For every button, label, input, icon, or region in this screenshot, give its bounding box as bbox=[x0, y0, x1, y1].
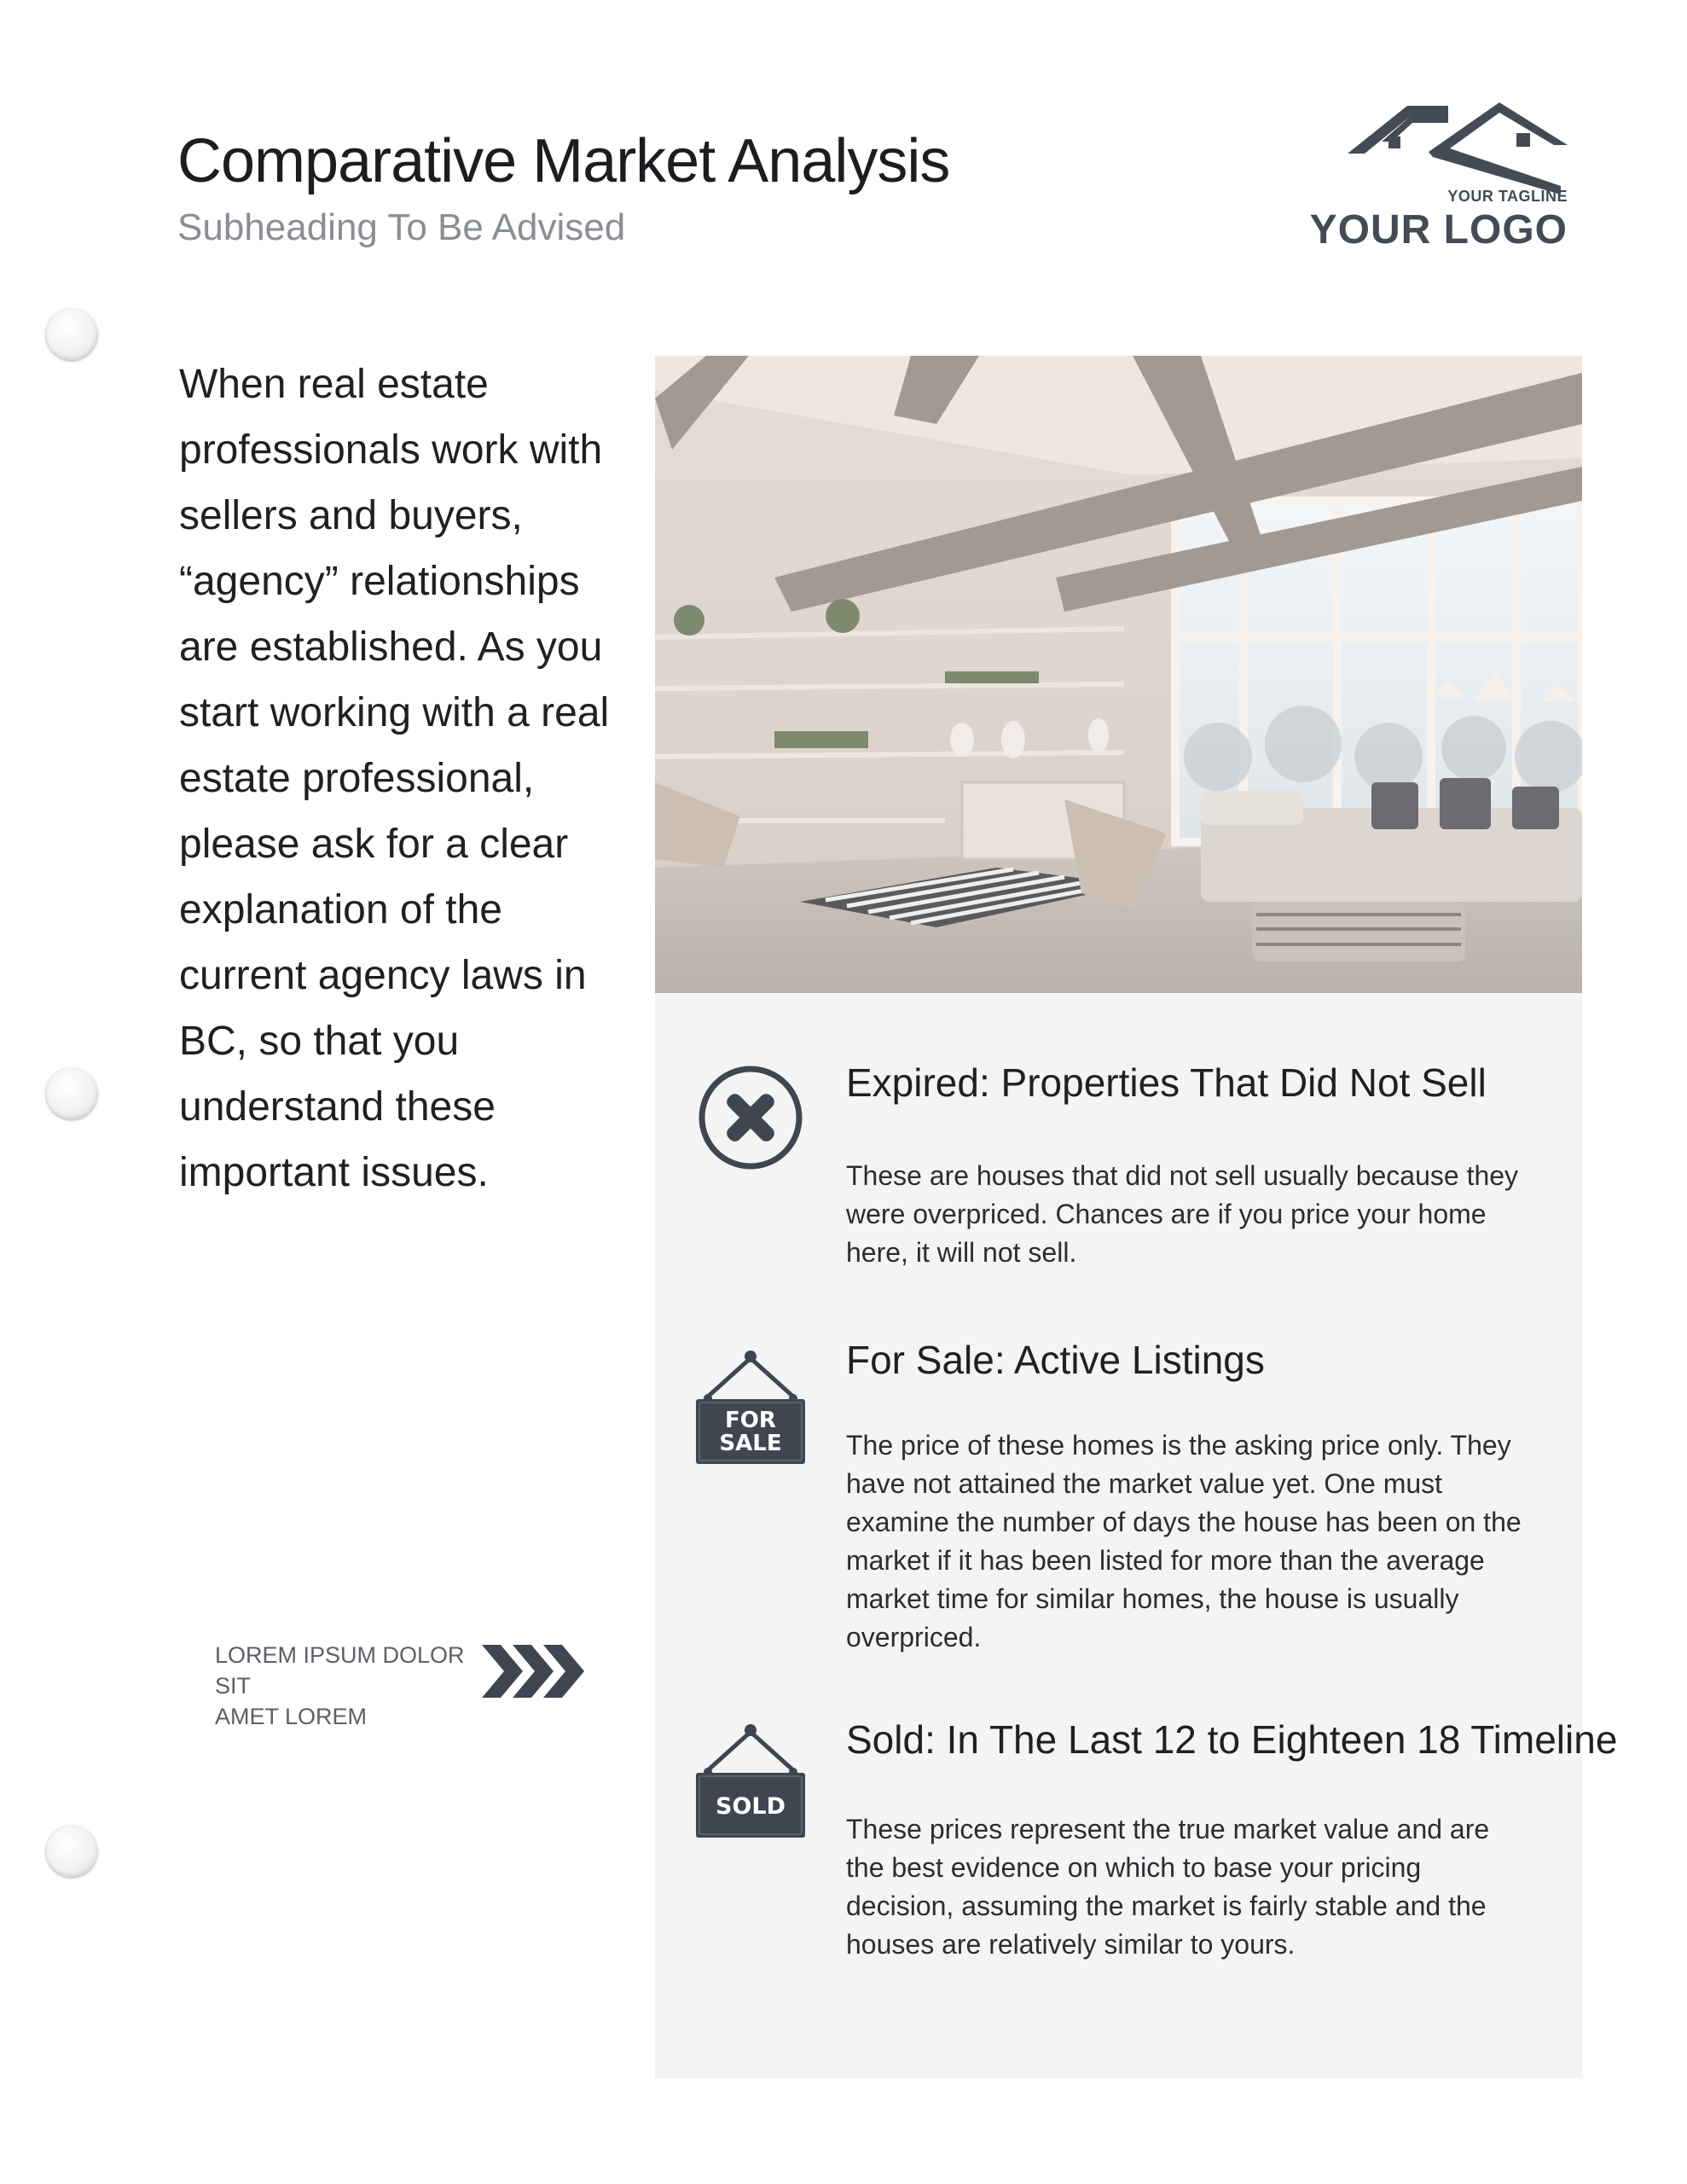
binder-hole-top bbox=[46, 309, 97, 360]
page-title: Comparative Market Analysis bbox=[177, 127, 950, 195]
binder-hole-middle bbox=[46, 1068, 97, 1119]
callout-line-1: LOREM IPSUM DOLOR SIT bbox=[215, 1642, 465, 1699]
for-sale-title: For Sale: Active Listings bbox=[846, 1338, 1265, 1382]
x-circle-icon bbox=[691, 1058, 810, 1177]
living-room-photo bbox=[655, 356, 1582, 993]
logo-text: YOUR LOGO bbox=[1309, 207, 1568, 253]
callout-line-2: AMET LOREM bbox=[215, 1704, 368, 1729]
binder-hole-bottom bbox=[46, 1826, 97, 1877]
callout-text bbox=[215, 1640, 488, 1732]
expired-title: Expired: Properties That Did Not Sell bbox=[846, 1060, 1487, 1105]
sold-sign-icon bbox=[691, 1723, 810, 1843]
house-roof-icon bbox=[1348, 101, 1578, 195]
logo-tagline: YOUR TAGLINE bbox=[1447, 188, 1568, 205]
sold-title: Sold: In The Last 12 to Eighteen 18 Timeline bbox=[846, 1717, 1618, 1762]
for-sale-body: The price of these homes is the asking price only. They have not attained the market value yet. One must examine the number of days the house has been on the market if it has been listed for more than the average market time for similar homes, the house is usually overpriced. bbox=[846, 1430, 1522, 1653]
intro-paragraph: When real estate professionals work with sellers and buyers, “agency” relationships are established. As you start working with a real estate professional, please ask for a clear explanation of the current agency laws in BC, so that you understand these important issues. bbox=[179, 362, 610, 1195]
for-sale-sign-line-1: FOR bbox=[725, 1408, 776, 1433]
triple-chevron-right-icon bbox=[482, 1645, 589, 1698]
company-logo bbox=[1309, 101, 1578, 254]
expired-body: These are houses that did not sell usually because they were overpriced. Chances are if you price your home here, it will not sell. bbox=[846, 1160, 1519, 1268]
for-sale-sign-line-2: SALE bbox=[719, 1431, 782, 1456]
page-subtitle: Subheading To Be Advised bbox=[177, 206, 626, 248]
sold-sign-text: SOLD bbox=[715, 1793, 786, 1820]
sold-body: These prices represent the true market value and are the best evidence on which to base your pricing decision, assuming the market is fairly stable and the houses are relatively similar to yours. bbox=[846, 1814, 1490, 1960]
for-sale-sign-icon bbox=[691, 1350, 810, 1469]
